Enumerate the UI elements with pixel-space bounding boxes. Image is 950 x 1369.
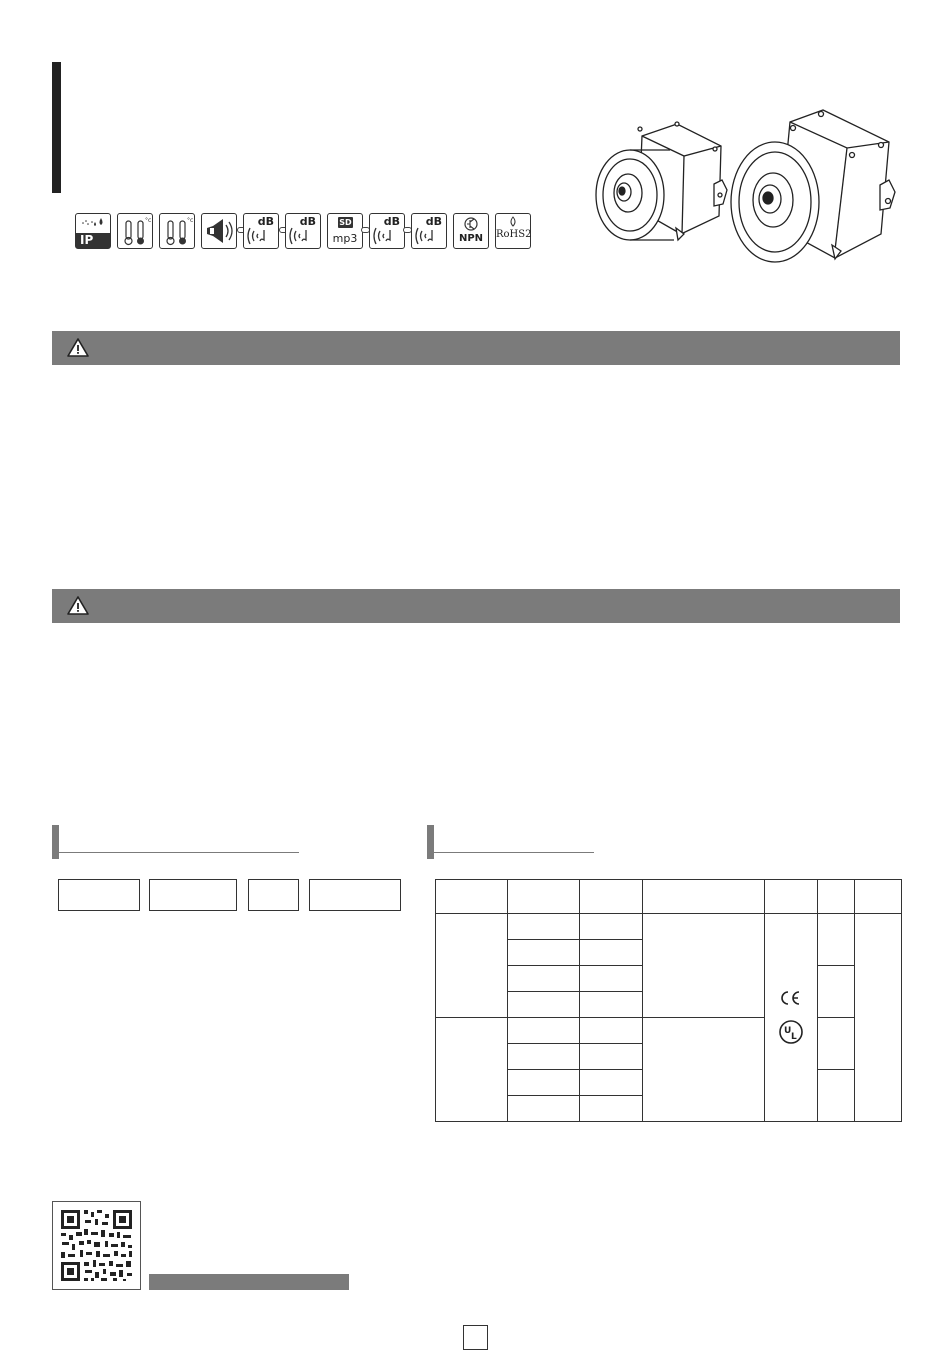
ip-rating-icon (75, 213, 111, 249)
table-cell (580, 1096, 643, 1122)
ul-mark-icon (780, 1021, 802, 1043)
table-row (436, 914, 902, 940)
table-header-cell (580, 880, 643, 914)
table-cell (855, 914, 902, 1122)
ordering-code-box (248, 879, 299, 911)
table-cell (508, 992, 580, 1018)
svg-text:°c: °c (187, 217, 194, 224)
sd-mp3-icon: SD mp3 (327, 213, 363, 249)
qr-code-icon (53, 1202, 140, 1289)
operating-temperature-icon (117, 213, 153, 249)
table-cell (580, 992, 643, 1018)
volume-level-icon: dB (285, 213, 321, 249)
svg-text:°c: °c (145, 217, 152, 224)
table-header-cell (765, 880, 818, 914)
specification-section-marker (427, 825, 434, 859)
table-header-cell (508, 880, 580, 914)
qr-caption-bar (149, 1274, 349, 1290)
table-cell (643, 1018, 765, 1122)
ordering-code-box (309, 879, 401, 911)
ordering-section-underline (59, 852, 299, 853)
table-header-row (436, 880, 902, 914)
table-cell (580, 1070, 643, 1096)
svg-text:U: U (784, 1026, 792, 1036)
table-cell (818, 1018, 855, 1070)
volume-level-icon: dB (369, 213, 405, 249)
volume-level-icon: dB (243, 213, 279, 249)
table-cell (508, 914, 580, 940)
table-row (436, 1018, 902, 1044)
table-cell (436, 914, 508, 1018)
title-accent-bar (52, 62, 61, 193)
rohs-icon: RoHS2 (495, 213, 531, 249)
table-cell (818, 914, 855, 966)
table-cell (508, 1070, 580, 1096)
table-cell (436, 1018, 508, 1122)
ordering-code-box (149, 879, 237, 911)
product-illustration (590, 100, 900, 265)
table-header-cell (855, 880, 902, 914)
large-speaker-unit (731, 110, 895, 262)
table-header-cell (643, 880, 765, 914)
table-cell (580, 1044, 643, 1070)
table-cell (580, 1018, 643, 1044)
table-cell (818, 1070, 855, 1122)
table-cell (818, 966, 855, 1018)
small-speaker-unit (596, 122, 727, 240)
table-cell (580, 914, 643, 940)
npn-icon: NPN (453, 213, 489, 249)
table-cell (580, 966, 643, 992)
caution-header-bar (52, 589, 900, 623)
table-cell (508, 1018, 580, 1044)
warning-header-bar (52, 331, 900, 365)
ip-label: IP (76, 233, 110, 248)
table-cell (580, 940, 643, 966)
table-cell (508, 1044, 580, 1070)
qr-code[interactable] (52, 1201, 141, 1290)
svg-text:L: L (791, 1032, 797, 1042)
speaker-icon (201, 213, 237, 249)
table-header-cell (818, 880, 855, 914)
storage-temperature-icon (159, 213, 195, 249)
model-specification-table (435, 879, 902, 1122)
table-header-cell (436, 880, 508, 914)
certification-marks (771, 980, 811, 1050)
volume-level-icon: dB (411, 213, 447, 249)
ce-mark-icon (782, 992, 799, 1004)
specification-section-underline (434, 852, 594, 853)
table-cell (508, 940, 580, 966)
warning-triangle-icon (66, 595, 90, 616)
table-cell (643, 914, 765, 1018)
table-cell (508, 1096, 580, 1122)
warning-triangle-icon (66, 337, 90, 358)
ordering-code-box (58, 879, 140, 911)
certification-cell (765, 914, 818, 1122)
ordering-section-marker (52, 825, 59, 859)
page-number-box (463, 1325, 488, 1350)
table-cell (508, 966, 580, 992)
